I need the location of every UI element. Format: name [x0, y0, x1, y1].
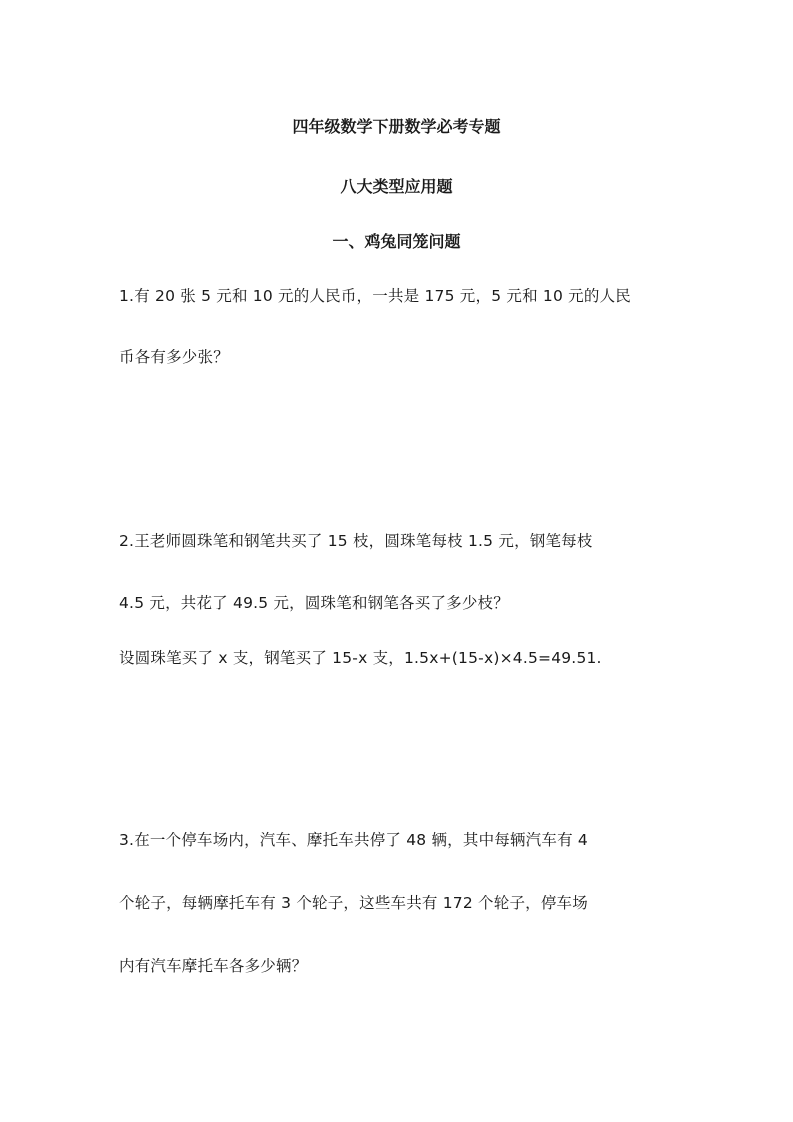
question-3-line-3: 内有汽车摩托车各多少辆？ — [119, 957, 308, 975]
question-3-line-1: 3.在一个停车场内，汽车、摩托车共停了 48 辆，其中每辆汽车有 4 — [119, 831, 588, 849]
question-1-line-2: 币各有多少张？ — [119, 348, 229, 366]
question-3-line-2: 个轮子，每辆摩托车有 3 个轮子，这些车共有 172 个轮子，停车场 — [119, 894, 588, 912]
section-heading: 一、鸡兔同笼问题 — [332, 232, 461, 251]
document-title: 四年级数学下册数学必考专题 — [292, 117, 501, 136]
document-subtitle: 八大类型应用题 — [340, 177, 453, 196]
question-2-line-1: 2.王老师圆珠笔和钢笔共买了 15 枝，圆珠笔每枝 1.5 元，钢笔每枝 — [119, 532, 593, 550]
question-1-line-1: 1.有 20 张 5 元和 10 元的人民币，一共是 175 元，5 元和 10 元的人民 — [119, 287, 631, 305]
question-2-line-2: 4.5 元，共花了 49.5 元，圆珠笔和钢笔各买了多少枝？ — [119, 594, 509, 612]
question-2-answer: 设圆珠笔买了 x 支，钢笔买了 15-x 支，1.5x+(15-x)×4.5=49.51. — [119, 649, 602, 667]
